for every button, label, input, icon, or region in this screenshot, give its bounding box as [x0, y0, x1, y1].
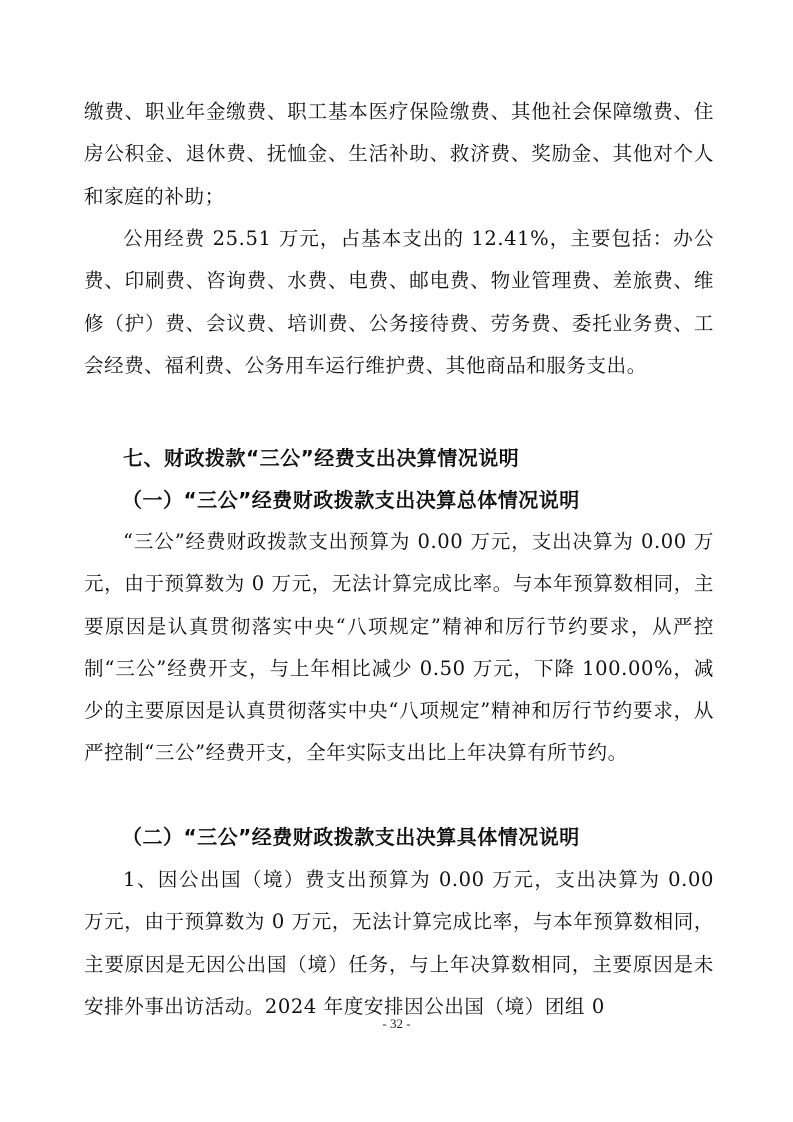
section-heading-three-public: 七、财政拨款“三公”经费支出决算情况说明 [123, 446, 520, 470]
paragraph-public-expenses: 公用经费 25.51 万元，占基本支出的 12.41%，主要包括：办公费、印刷费、咨询费、水费、电费、邮电费、物业管理费、差旅费、维修（护）费、会议费、培训费、公务接待费、劳务费、委托业务费、工会经费、福利费、公务用车运行维护费、其他商品和服务支出。 [84, 227, 714, 377]
paragraph-personnel-expenses: 缴费、职业年金缴费、职工基本医疗保险缴费、其他社会保障缴费、住房公积金、退休费、抚恤金、生活补助、救济费、奖励金、其他对个人和家庭的补助； [84, 100, 714, 208]
paragraph-overall-explanation: “三公”经费财政拨款支出预算为 0.00 万元，支出决算为 0.00 万元，由于预算数为 0 万元，无法计算完成比率。与本年预算数相同，主要原因是认真贯彻落实中央“八项规定”精神和厉行节约要求，从严控制“三公”经费开支，与上年相比减少 0.50 万元，下降 100.00%，减少的主要原因是认真贯彻落实中央“八项规定”精神和厉行节约要求，从严控制“三公”经费开支，全年实际支出比上年决算有所节约。 [84, 530, 714, 765]
subsection-heading-overall: （一）“三公”经费财政拨款支出决算总体情况说明 [122, 488, 580, 512]
paragraph-overseas-travel: 1、因公出国（境）费支出预算为 0.00 万元，支出决算为 0.00 万元，由于预算数为 0 万元，无法计算完成比率，与本年预算数相同，主要原因是无因公出国（境）任务，与上年决算数相同，主要原因是未安排外事出访活动。2024 年度安排因公出国（境）团组 0 [84, 868, 714, 1018]
page-number: - 32 - [382, 1016, 411, 1031]
subsection-heading-specific: （二）“三公”经费财政拨款支出决算具体情况说明 [122, 825, 580, 849]
